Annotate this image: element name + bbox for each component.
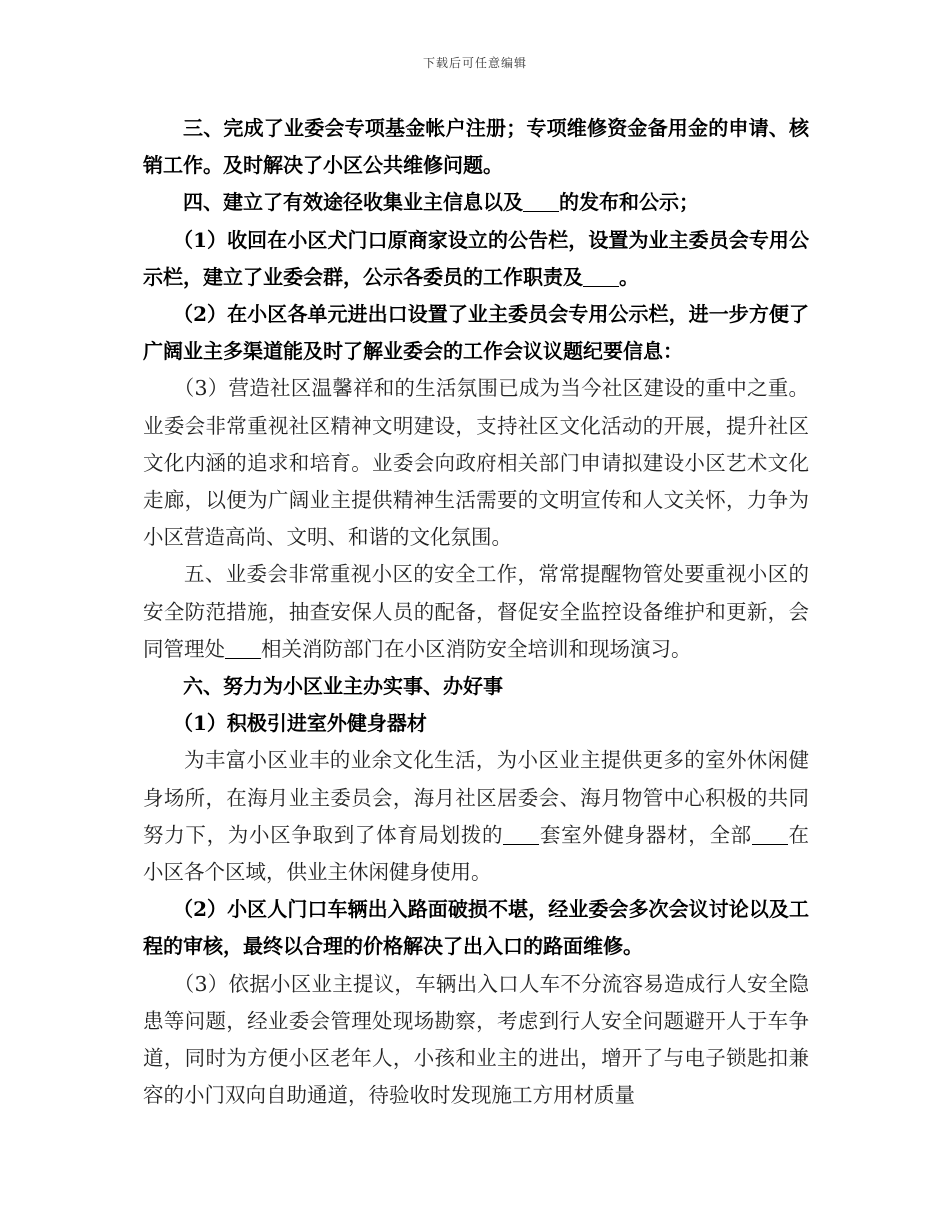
fill-in-blank (583, 266, 619, 287)
paragraph-text: 四、建立了有效途径收集业主信息以及 (183, 190, 523, 215)
paragraph-section-5 (143, 556, 809, 668)
paragraph-text: 套室外健身器材，全部 (539, 822, 752, 847)
document-body (143, 110, 809, 1114)
paragraph-item-6-2: （2）小区人门口车辆出入路面破损不堪，经业委会多次会议讨论以及工程的审核，最终以合理的价格解决了出入口的路面维修。 (143, 897, 809, 959)
paragraph-text: 在小区各个区域，供业主休闲健身使用。 (143, 822, 810, 885)
paragraph-text: （1）收回在小区犬门口原商家设立的公告栏，设置为业主委员会专用公示栏，建立了业委会群，公示各委员的工作职责及 (143, 227, 809, 289)
fill-in-blank (523, 191, 559, 212)
fill-in-blank (503, 823, 539, 845)
paragraph-item-4-2: （2）在小区各单元进出口设置了业主委员会专用公示栏，进一步方便了广阔业主多渠道能及时了解业委会的工作会议议题纪要信息： (143, 302, 809, 364)
paragraph-item-6-1-title: （1）积极引进室外健身器材 (173, 711, 427, 736)
paragraph-section-6: 六、努力为小区业主办实事、办好事 (183, 674, 503, 699)
paragraph-text: 。 (619, 264, 639, 289)
paragraph-item-6-3: （3）依据小区业主提议，车辆出入口人车不分流容易造成行人安全隐患等问题，经业委会管理处现场勘察，考虑到行人安全问题避开人于车争道，同时为方便小区老年人，小孩和业主的进出，增开了与电子锁匙扣兼容的小门双向自助通道，待验收时发现施工方用材质量 (143, 971, 809, 1108)
fill-in-blank (225, 637, 261, 659)
page-header-note: 下载后可任意编辑 (422, 56, 527, 70)
paragraph-item-4-3: （3）营造社区温馨祥和的生活氛围已成为当今社区建设的重中之重。业委会非常重视社区精神文明建设，支持社区文化活动的开展，提升社区文化内涵的追求和培育。业委会向政府相关部门申请拟建设小区艺术文化走廊，以便为广阔业主提供精神生活需要的文明宣传和人文关怀，力争为小区营造高尚、文明、和谐的文化氛围。 (143, 376, 809, 550)
paragraph-item-4-1 (143, 222, 809, 296)
paragraph-text: 为丰富小区业丰的业余文化生活，为小区业主提供更多的室外休闲健身场所，在海月业主委员会，海月社区居委会、海月物管中心积极的共同努力下，为小区争取到了体育局划拨的 (143, 748, 809, 847)
paragraph-text: 的发布和公示； (559, 190, 699, 215)
paragraph-item-6-1-body (143, 742, 809, 891)
paragraph-section-4 (143, 184, 809, 221)
paragraph-text: 相关消防部门在小区消防安全培训和现场演习。 (261, 636, 692, 661)
fill-in-blank (752, 823, 788, 845)
paragraph-section-3: 三、完成了业委会专项基金帐户注册；专项维修资金备用金的申请、核销工作。及时解决了小区公共维修问题。 (143, 116, 809, 178)
paragraph-text: 五、业委会非常重视小区的安全工作，常常提醒物管处要重视小区的安全防范措施，抽查安保人员的配备，督促安全监控设备维护和更新，会同管理处 (143, 562, 809, 661)
